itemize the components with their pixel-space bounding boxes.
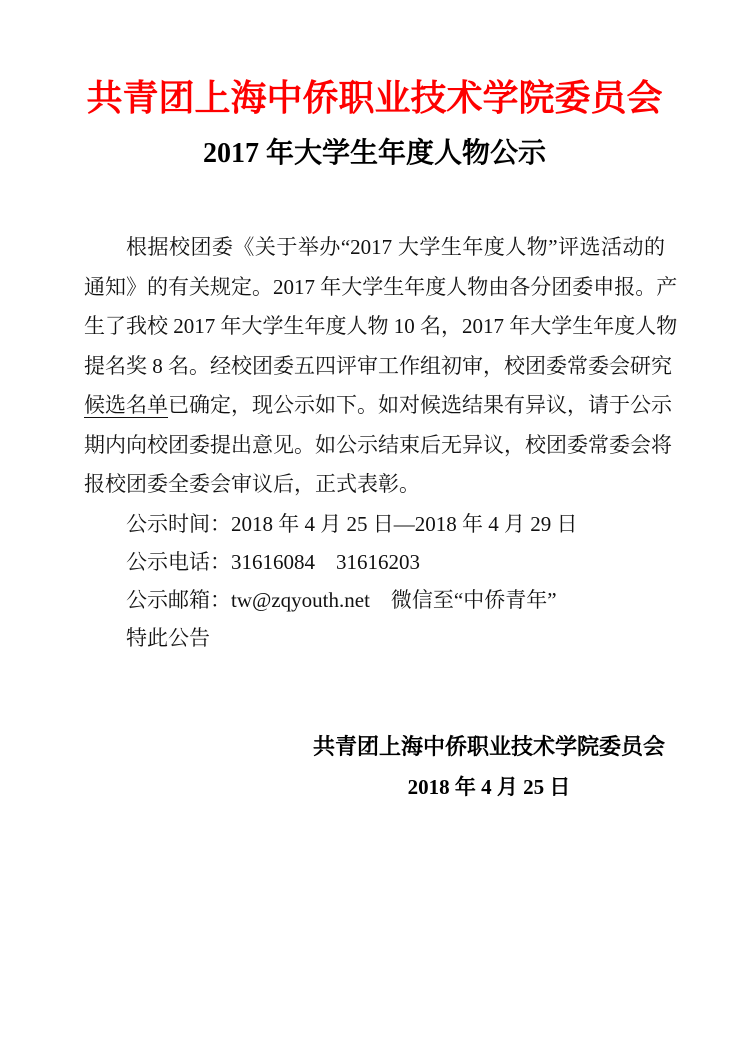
publicity-phone-line [126,543,665,581]
body-line [84,386,672,426]
announcement-body [84,228,678,505]
body-line: 通知》的有关规定。2017 年大学生年度人物由各分团委申报。产 [84,274,678,299]
body-line: 报校团委全委会审议后，正式表彰。 [84,472,420,496]
signature-inner [313,727,665,807]
body-line: 根据校团委《关于举办“2017 大学生年度人物”评选活动的 [126,235,665,259]
publicity-time-label: 公示时间： [126,511,231,536]
closing-line: 特此公告 [126,625,210,650]
body-line: 提名奖 8 名。经校团委五四评审工作组初审，校团委常委会研究 [84,353,672,378]
publicity-email-line [126,581,665,619]
body-line-text: 已确定，现公示如下。如对候选结果有异议，请于公示 [168,393,672,417]
document-title: 共青团上海中侨职业技术学院委员会 [86,78,663,118]
signature-date: 2018 年 4 月 25 日 [407,774,571,799]
publicity-details [84,505,665,657]
publicity-phone-value: 31616084 31616203 [231,549,420,574]
body-line: 期内向校团委提出意见。如公示结束后无异议，校团委常委会将 [84,432,672,457]
document-subtitle: 2017 年大学生年度人物公示 [202,138,546,169]
publicity-time-value: 2018 年 4 月 25 日—2018 年 4 月 29 日 [231,511,578,536]
publicity-email-label: 公示邮箱： [126,587,231,612]
document-content [0,76,749,807]
publicity-email-value: tw@zqyouth.net 微信至“中侨青年” [231,587,557,612]
publicity-time-line [126,505,665,543]
underlined-candidate-list-text: 候选名单 [84,393,168,417]
signature-organization: 共青团上海中侨职业技术学院委员会 [312,733,665,759]
signature-block [84,727,665,807]
publicity-phone-label: 公示电话： [126,549,231,574]
body-line: 生了我校 2017 年大学生年度人物 10 名，2017 年大学生年度人物 [84,314,678,338]
